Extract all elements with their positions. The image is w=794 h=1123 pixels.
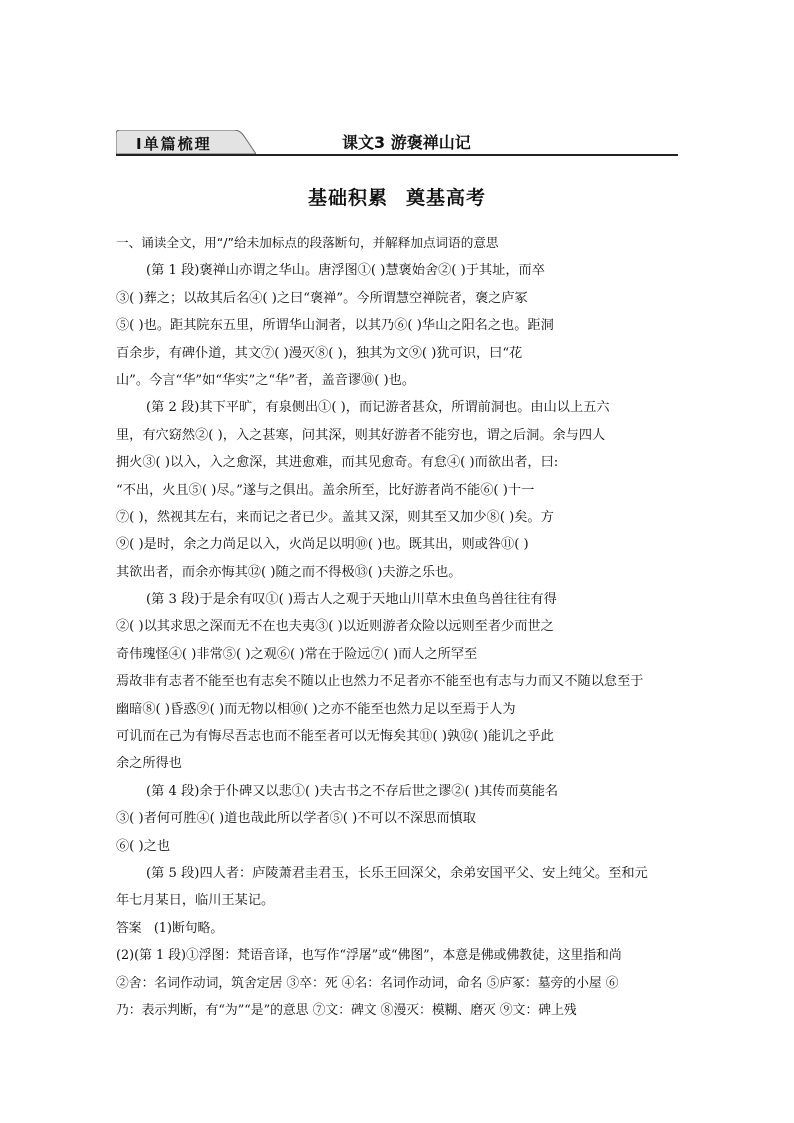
main-heading [0, 183, 794, 210]
main-heading-part2: 奠基高考 [406, 187, 487, 209]
text-line: (第 3 段)于是余有叹①( )焉古人之观于天地山川草木虫鱼鸟兽往往有得 [146, 592, 557, 607]
text-line: (第 2 段)其下平旷，有泉侧出①( )，而记游者甚众，所谓前洞也。由山以上五六 [146, 400, 610, 415]
text-line: 年七月某日，临川王某记。 [116, 893, 275, 908]
text-line: 奇伟瑰怪④( )非常⑤( )之观⑥( )常在于险远⑦( )而人之所罕至 [116, 647, 478, 662]
instruction-text: 一、诵读全文，用“/”给未加标点的段落断句，并解释加点词语的意思 [116, 235, 499, 250]
answer-label: 答案 [116, 921, 142, 936]
text-line: 余之所得也 [116, 756, 182, 771]
main-heading-part1: 基础积累 [307, 187, 388, 209]
text-line: ⑨( )是时，余之力尚足以入，火尚足以明⑩( )也。既其出，则或咎⑪( ) [116, 537, 529, 552]
answer-line: (2)(第 1 段)①浮图：梵语音译，也写作“浮屠”或“佛图”，本意是佛或佛教徒，这里指和尚 [116, 948, 622, 963]
text-line: 山”。今言“华”如“华实”之“华”者，盖音谬⑩( )也。 [116, 373, 416, 388]
text-line: ②( )以其求思之深而无不在也夫夷③( )以近则游者众险以远则至者少而世之 [116, 619, 554, 634]
text-line: “不出，火且⑤( )尽。”遂与之俱出。盖余所至，比好游者尚不能⑥( )十一 [116, 483, 535, 498]
answer-header [116, 920, 678, 938]
text-line: 可讥而在己为有悔尽吾志也而不能至者可以无悔矣其⑪( )孰⑫( )能讥之乎此 [116, 729, 554, 744]
text-line: 百余步，有碑仆道，其文⑦( )漫灭⑧( )，独其为文⑨( )犹可识，曰“花 [116, 346, 523, 361]
text-line: (第 5 段)四人者：庐陵萧君圭君玉，长乐王回深父，余弟安国平父、安上纯父。至和元 [146, 866, 648, 881]
text-line: ③( )葬之；以故其后名④( )之曰“褒禅”。今所谓慧空禅院者，褒之庐冢 [116, 291, 528, 306]
text-line: ⑥( )之也 [116, 839, 171, 854]
text-line: (第 4 段)余于仆碑又以悲①( )夫古书之不存后世之谬②( )其传而莫能名 [146, 784, 559, 799]
answer-line: 乃：表示判断，有“为”“是”的意思 ⑦文：碑文 ⑧漫灭：模糊、磨灭 ⑨文：碑上残 [116, 1003, 577, 1018]
lesson-title: 课文3 游褒禅山记 [342, 133, 471, 152]
text-line: ③( )者何可胜④( )道也哉此所以学者⑤( )不可以不深思而慎取 [116, 811, 476, 826]
text-line: 焉故非有志者不能至也有志矣不随以止也然力不足者亦不能至也有志与力而又不随以怠至于 [116, 674, 644, 689]
text-line: 幽暗⑧( )昏惑⑨( )而无物以相⑩( )之亦不能至也然力足以至焉于人为 [116, 702, 516, 717]
text-line: ⑤( )也。距其院东五里，所谓华山洞者，以其乃⑥( )华山之阳名之也。距洞 [116, 318, 554, 333]
text-line: 拥火③( )以入，入之愈深，其进愈难，而其见愈奇。有怠④( )而欲出者，曰: [116, 455, 559, 470]
answer-line: ②舍：名词作动词，筑舍定居 ③卒：死 ④名：名词作动词，命名 ⑤庐冢：墓旁的小屋 ⑥ [116, 976, 619, 991]
answer-item-1: (1)断句略。 [153, 921, 224, 936]
section-tab-label: Ⅰ单篇梳理 [136, 135, 212, 153]
text-line: 其欲出者，而余亦悔其⑫( )随之而不得极⑬( )夫游之乐也。 [116, 565, 462, 580]
section-tab [116, 130, 256, 154]
page-header [116, 127, 678, 157]
text-line: (第 1 段)褒禅山亦谓之华山。唐浮图①( )慧褒始舍②( )于其址，而卒 [146, 263, 545, 278]
text-line: 里，有穴窈然②( )，入之甚寒，问其深，则其好游者不能穷也，谓之后洞。余与四人 [116, 428, 606, 443]
text-line: ⑦( )，然视其左右，来而记之者已少。盖其又深，则其至又加少⑧( )矣。方 [116, 510, 554, 525]
header-rule [116, 154, 678, 156]
